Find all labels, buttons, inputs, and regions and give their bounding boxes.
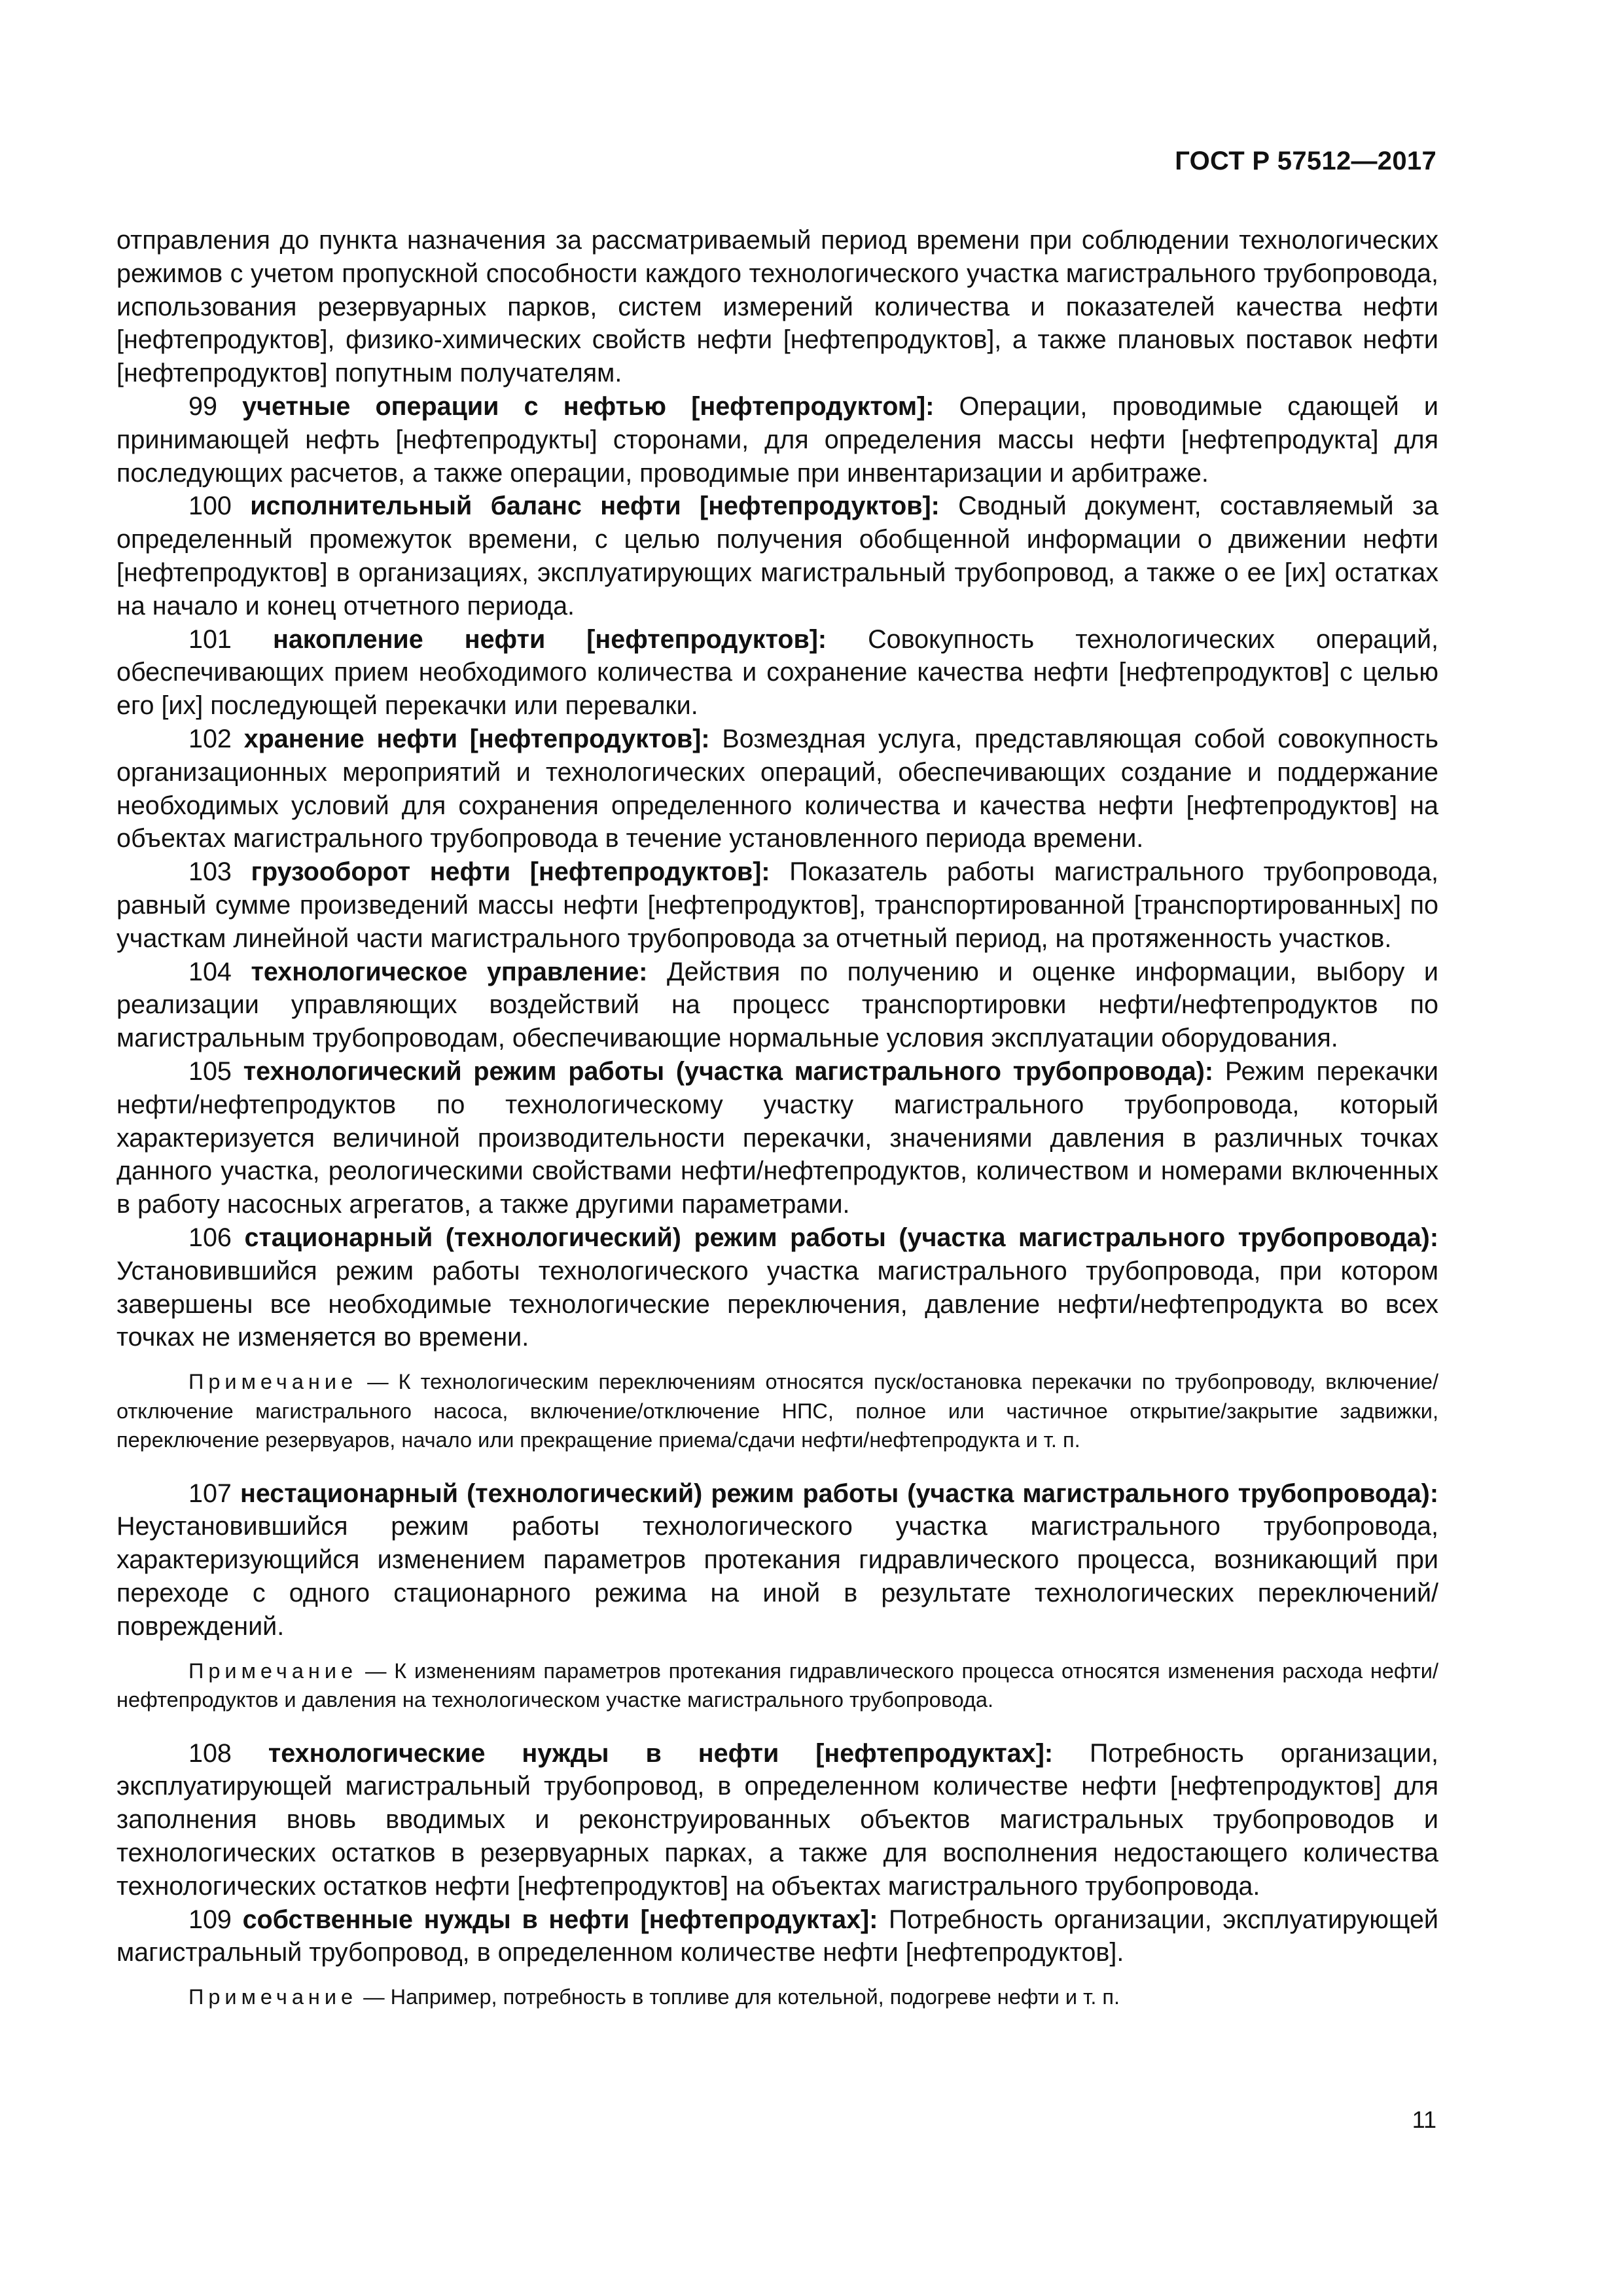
- term-title: собственные нужды в нефти [нефтепродуктах]:: [242, 1905, 878, 1934]
- term-definition: Режим перекачки нефти/нефтепродуктов по технологическому участку магистрального трубопровода, который характеризуется величиной производительности перекачки, значениями давления в различных точках данного участка, реологическими свойствами нефти/нефтепродуктов, количеством и номерами включенных в работу насосных агрегатов, а также другими параметрами.: [116, 1056, 1438, 1219]
- note-paragraph: [116, 1367, 1438, 1455]
- term-entry: [116, 1737, 1438, 1903]
- note-label: Примечание: [188, 1985, 358, 2009]
- term-title: грузооборот нефти [нефтепродуктов]:: [251, 857, 770, 887]
- term-definition: Неустановившийся режим работы технологического участка магистрального трубопровода, характеризующийся изменением параметров протекания гидравлического процесса, возникающий при переходе с одного стационарного режима на иной в результате технологических переключений/повреждений.: [116, 1512, 1438, 1641]
- term-number: 107: [188, 1479, 232, 1508]
- term-number: 104: [188, 957, 232, 986]
- term-title: хранение нефти [нефтепродуктов]:: [243, 724, 710, 753]
- term-number: 106: [188, 1223, 232, 1252]
- term-title: учетные операции с нефтью [нефтепродуктом]:: [242, 391, 935, 421]
- term-entry: [116, 723, 1438, 855]
- term-number: 100: [188, 492, 232, 521]
- term-title: стационарный (технологический) режим работы (участка магистрального трубопровода):: [244, 1223, 1438, 1252]
- term-title: накопление нефти [нефтепродуктов]:: [272, 624, 827, 654]
- note-label: Примечание: [188, 1659, 358, 1683]
- term-title: технологический режим работы (участка магистрального трубопровода):: [243, 1056, 1214, 1086]
- term-definition: Совокупность технологических операций, обеспечивающих прием необходимого количества и сохранение качества нефти [нефтепродуктов] с целью его [их] последующей перекачки или перевалки.: [116, 624, 1439, 721]
- term-entry: [116, 1055, 1438, 1221]
- term-entry: [116, 490, 1438, 622]
- term-entry: [116, 855, 1438, 955]
- term-definition: Действия по получению и оценке информации, выбору и реализации управляющих воздействий на процесс транспортировки нефти/нефтепродуктов по магистральным трубопроводам, обеспечивающие нормальные условия эксплуатации оборудования.: [116, 957, 1438, 1053]
- term-title: технологические нужды в нефти [нефтепродуктах]:: [268, 1738, 1054, 1768]
- term-definition: Сводный документ, составляемый за определенный промежуток времени, с целью получения обобщенной информации о движении нефти [нефтепродуктов] в организациях, эксплуатирующих магистральный трубопровод, а также о ее [их] остатках на начало и конец отчетного периода.: [116, 492, 1439, 620]
- term-entry: [116, 1221, 1438, 1354]
- note-paragraph: [116, 1657, 1438, 1715]
- term-entry: [116, 390, 1438, 490]
- term-definition: Показатель работы магистрального трубопровода, равный сумме произведений массы нефти [нефтепродуктов], транспортированной [транспортированных] по участкам линейной части магистрального трубопровода за отчетный период, на протяженность участков.: [116, 857, 1439, 953]
- document-header: ГОСТ Р 57512—2017: [1175, 147, 1436, 175]
- page-number: 11: [1412, 2106, 1436, 2133]
- term-number: 99: [188, 391, 217, 421]
- note-label: Примечание: [188, 1370, 358, 1394]
- term-definition: Потребность организации, эксплуатирующей магистральный трубопровод, в определенном количестве нефти [нефтепродуктов].: [116, 1905, 1438, 1967]
- term-definition: Возмездная услуга, представляющая собой совокупность организационных мероприятий и технологических операций, обеспечивающих создание и поддержание необходимых условий для сохранения определенного количества и качества нефти [нефтепродуктов] на объектах магистрального трубопровода в течение установленного периода времени.: [116, 724, 1438, 853]
- term-definition: Установившийся режим работы технологического участка магистрального трубопровода, при котором завершены все необходимые технологические переключения, давление нефти/нефтепродукта во всех точках не изменяется во времени.: [116, 1256, 1438, 1352]
- term-title: технологическое управление:: [251, 957, 648, 986]
- term-entry: [116, 956, 1438, 1055]
- term-entry: [116, 1477, 1438, 1643]
- term-number: 102: [188, 724, 232, 753]
- term-number: 108: [188, 1738, 232, 1768]
- note-paragraph: [116, 1982, 1438, 2012]
- term-number: 103: [188, 857, 232, 887]
- term-number: 105: [188, 1056, 232, 1086]
- term-title: исполнительный баланс нефти [нефтепродуктов]:: [250, 492, 940, 521]
- term-number: 109: [188, 1905, 232, 1934]
- note-text: — К изменениям параметров протекания гидравлического процесса относятся изменения расхода нефти/нефтепродуктов и давления на технологическом участке магистрального трубопровода.: [116, 1659, 1438, 1712]
- term-definition: Операции, проводимые сдающей и принимающей нефть [нефтепродукты] сторонами, для определения массы нефти [нефтепродукта] для последующих расчетов, а также операции, проводимые при инвентаризации и арбитраже.: [116, 391, 1438, 488]
- document-body: [116, 224, 1438, 2034]
- term-entry: [116, 1903, 1438, 1970]
- term-entry: [116, 623, 1438, 723]
- continuation-paragraph: отправления до пункта назначения за рассматриваемый период времени при соблюдении технологических режимов с учетом пропускной способности каждого технологического участка магистрального трубопровода, использования резервуарных парков, систем измерений количества и показателей качества нефти [нефтепродуктов], физико-химических свойств нефти [нефтепродуктов], а также плановых поставок нефти [нефтепродуктов] попутным получателям.: [116, 226, 1438, 388]
- term-number: 101: [188, 624, 232, 654]
- note-text: — К технологическим переключениям относятся пуск/остановка перекачки по трубопроводу, включение/отключение магистрального насоса, включение/отключение НПС, полное или частичное открытие/закрытие задвижки, переключение резервуаров, начало или прекращение приема/сдачи нефти/нефтепродукта и т. п.: [116, 1370, 1438, 1452]
- term-definition: Потребность организации, эксплуатирующей магистральный трубопровод, в определенном количестве нефти [нефтепродуктов] для заполнения вновь вводимых и реконструированных объектов магистральных трубопроводов и технологических остатков в резервуарных парках, а также для восполнения недостающего количества технологических остатков нефти [нефтепродуктов] на объектах магистрального трубопровода.: [116, 1738, 1438, 1901]
- note-text: — Например, потребность в топливе для котельной, подогреве нефти и т. п.: [363, 1985, 1120, 2009]
- term-title: нестационарный (технологический) режим работы (участка магистрального трубопровода):: [240, 1479, 1438, 1508]
